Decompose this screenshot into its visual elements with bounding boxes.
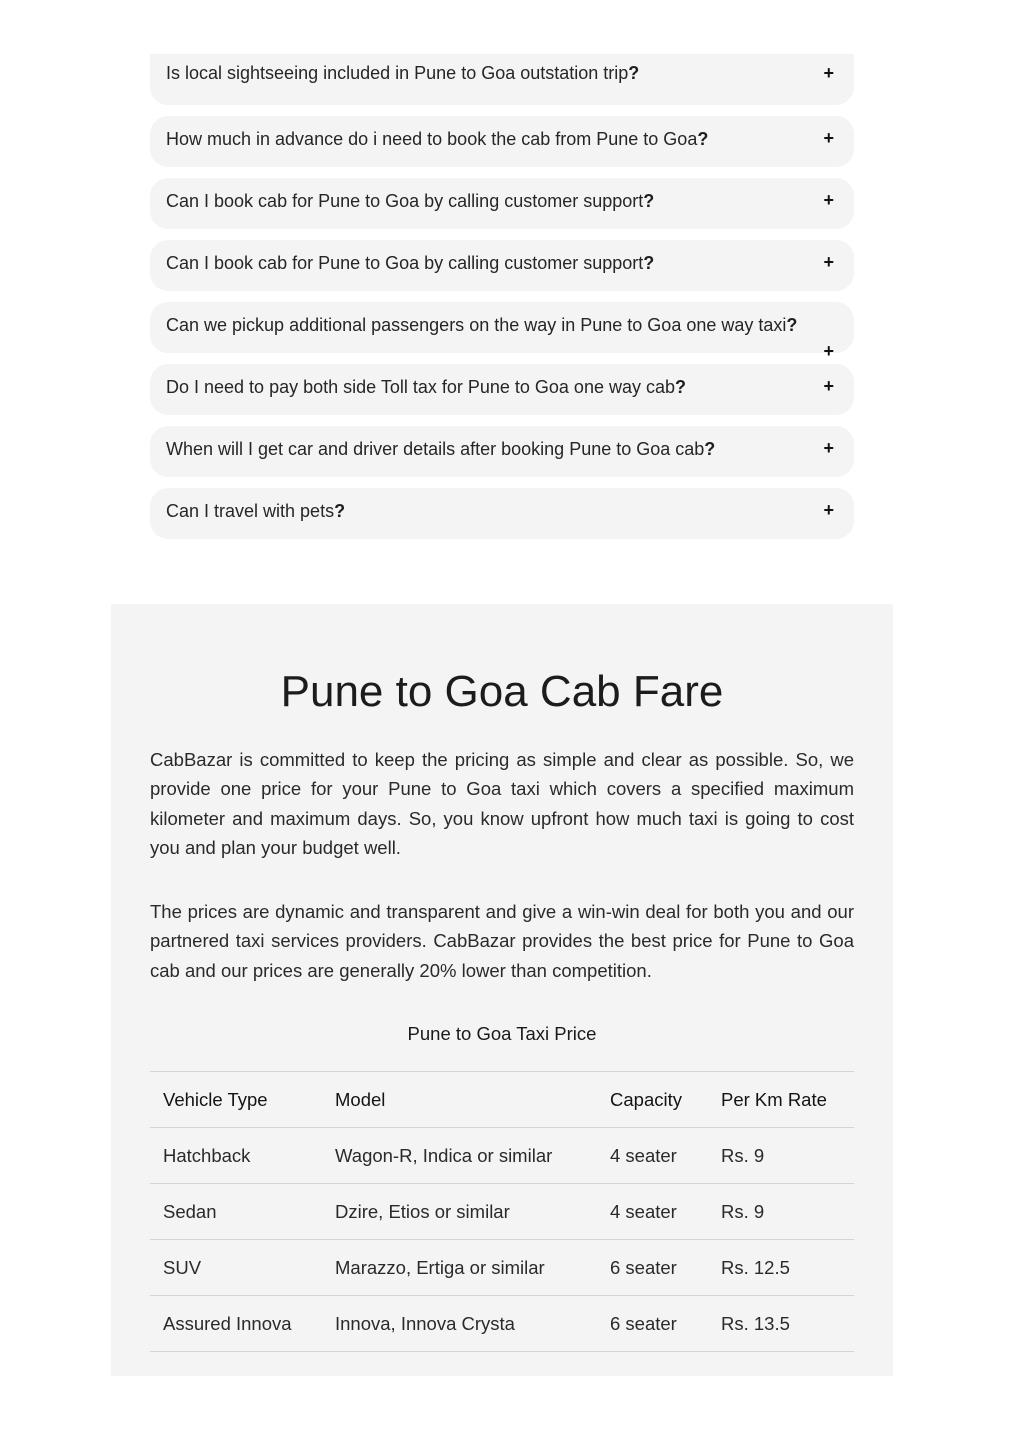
faq-item-advance-booking[interactable]: [150, 116, 854, 167]
price-table: [150, 1071, 854, 1352]
faq-question: [166, 128, 708, 150]
header-model: Model: [322, 1072, 597, 1128]
faq-question: [166, 500, 345, 522]
faq-item-toll-tax[interactable]: [150, 364, 854, 415]
table-row: [150, 1296, 854, 1352]
fare-pricing-paragraph: The prices are dynamic and transparent and give a win-win deal for both you and our partnered taxi services providers. CabBazar provides the best price for Pune to Goa cab and our prices are generally 20% lower than competition.: [150, 901, 854, 981]
faq-question-text: Can I book cab for Pune to Goa by calling customer support: [166, 253, 644, 273]
faq-question-text: Is local sightseeing included in Pune to Goa outstation trip: [166, 63, 629, 83]
table-row: [150, 1184, 854, 1240]
cell-model: Innova, Innova Crysta: [322, 1296, 597, 1352]
faq-item-local-sightseeing[interactable]: [150, 54, 854, 105]
question-mark: ?: [628, 63, 640, 83]
question-mark: ?: [334, 501, 346, 521]
fare-title: Pune to Goa Cab Fare: [280, 667, 724, 716]
cell-vehicle-type: Assured Innova: [150, 1296, 322, 1352]
cell-rate: Rs. 9: [708, 1128, 854, 1184]
table-row: [150, 1128, 854, 1184]
faq-question: [166, 252, 654, 274]
table-header-row: [150, 1072, 854, 1128]
cell-capacity: 6 seater: [597, 1296, 708, 1352]
question-mark: ?: [697, 129, 709, 149]
faq-question: [166, 376, 686, 398]
faq-question: [166, 314, 797, 336]
cell-vehicle-type: Sedan: [150, 1184, 322, 1240]
expand-plus-icon[interactable]: +: [823, 128, 834, 148]
question-mark: ?: [643, 191, 655, 211]
faq-question-text: How much in advance do i need to book the cab from Pune to Goa: [166, 129, 698, 149]
cell-rate: Rs. 13.5: [708, 1296, 854, 1352]
fare-intro-paragraph: CabBazar is committed to keep the pricing as simple and clear as possible. So, we provide one price for your Pune to Goa taxi which covers a specified maximum kilometer and maximum days. So, you know upfront how much taxi is going to cost you and plan your budget well.: [150, 749, 854, 858]
faq-item-customer-support-2[interactable]: [150, 240, 854, 291]
faq-item-customer-support[interactable]: [150, 178, 854, 229]
faq-question-text: Can I book cab for Pune to Goa by calling customer support: [166, 191, 644, 211]
cell-capacity: 4 seater: [597, 1128, 708, 1184]
expand-plus-icon[interactable]: +: [823, 190, 834, 210]
expand-plus-icon[interactable]: +: [823, 438, 834, 458]
faq-question-text: Do I need to pay both side Toll tax for Pune to Goa one way cab: [166, 377, 675, 397]
faq-item-additional-passengers[interactable]: [150, 302, 854, 361]
question-mark: ?: [704, 439, 716, 459]
cell-vehicle-type: Hatchback: [150, 1128, 322, 1184]
fare-section: [111, 604, 893, 1376]
cell-rate: Rs. 9: [708, 1184, 854, 1240]
faq-question: [166, 438, 715, 460]
cell-vehicle-type: SUV: [150, 1240, 322, 1296]
expand-plus-icon[interactable]: +: [823, 252, 834, 272]
table-caption: Pune to Goa Taxi Price: [407, 1023, 597, 1044]
question-mark: ?: [675, 377, 686, 397]
cell-capacity: 6 seater: [597, 1240, 708, 1296]
header-per-km-rate: Per Km Rate: [708, 1072, 854, 1128]
question-mark: ?: [643, 253, 655, 273]
cell-capacity: 4 seater: [597, 1184, 708, 1240]
faq-question: [166, 62, 639, 84]
faq-question-text: Can we pickup additional passengers on the way in Pune to Goa one way taxi: [166, 315, 787, 335]
cell-rate: Rs. 12.5: [708, 1240, 854, 1296]
faq-question-text: Can I travel with pets: [166, 501, 335, 521]
header-capacity: Capacity: [597, 1072, 708, 1128]
cell-model: Wagon-R, Indica or similar: [322, 1128, 597, 1184]
faq-item-driver-details[interactable]: [150, 426, 854, 477]
faq-item-pets[interactable]: [150, 488, 854, 539]
expand-plus-icon[interactable]: +: [823, 376, 834, 396]
cell-model: Dzire, Etios or similar: [322, 1184, 597, 1240]
question-mark: ?: [786, 315, 798, 335]
expand-plus-icon[interactable]: +: [823, 341, 834, 361]
table-row: [150, 1240, 854, 1296]
expand-plus-icon[interactable]: +: [823, 63, 834, 83]
faq-question-text: When will I get car and driver details after booking Pune to Goa cab: [166, 439, 705, 459]
header-vehicle-type: Vehicle Type: [150, 1072, 322, 1128]
expand-plus-icon[interactable]: +: [823, 500, 834, 520]
faq-question: [166, 190, 654, 212]
cell-model: Marazzo, Ertiga or similar: [322, 1240, 597, 1296]
